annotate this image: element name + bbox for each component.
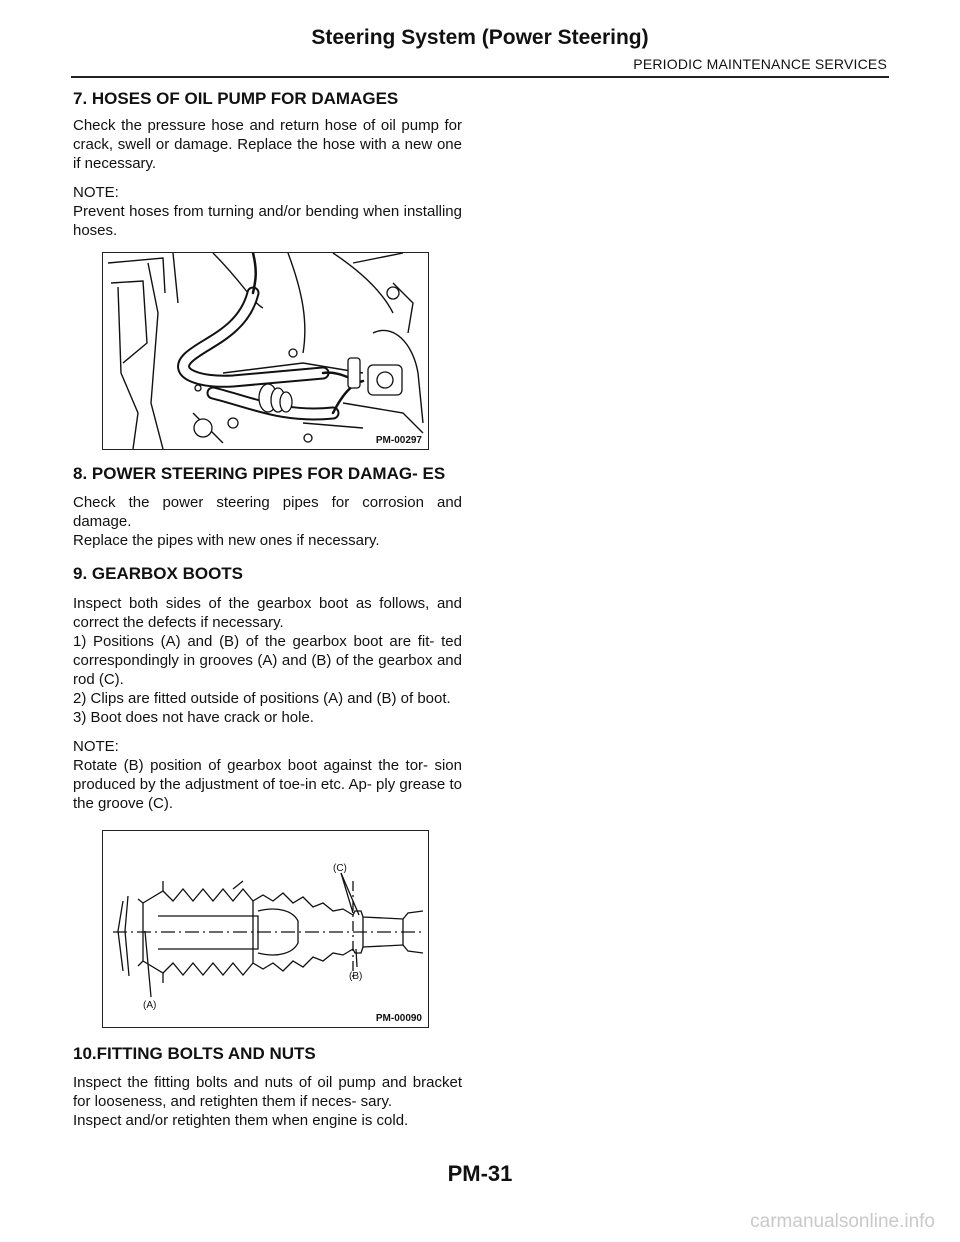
section-subtitle: PERIODIC MAINTENANCE SERVICES xyxy=(633,56,887,72)
figure-id-pm-00297: PM-00297 xyxy=(375,435,422,446)
pipes-body: Check the power steering pipes for corrosion and damage. xyxy=(73,494,462,530)
heading-hoses: 7. HOSES OF OIL PUMP FOR DAMAGES xyxy=(73,89,399,108)
boots-note-label: NOTE: xyxy=(73,738,119,755)
page-title: Steering System (Power Steering) xyxy=(311,26,649,49)
boots-note: Rotate (B) position of gearbox boot against the tor- sion produced by the adjustment of toe-in etc. Ap- ply grease to the groove (C). xyxy=(73,757,462,812)
hoses-note: Prevent hoses from turning and/or bending when installing hoses. xyxy=(73,203,462,239)
gearbox-boot-illustration xyxy=(103,831,428,1027)
label-c: (C) xyxy=(333,863,347,874)
oil-pump-hoses-illustration xyxy=(103,253,428,449)
hoses-body: Check the pressure hose and return hose of oil pump for crack, swell or damage. Replace the hose with a new one if necessary. xyxy=(73,117,462,172)
header-divider xyxy=(71,76,889,78)
figure-gearbox-boot xyxy=(102,830,429,1028)
watermark: carmanualsonline.info xyxy=(750,1211,935,1232)
hoses-note-label: NOTE: xyxy=(73,184,119,201)
label-b: (B) xyxy=(349,971,363,982)
bolts-body-2: Inspect and/or retighten them when engine is cold. xyxy=(73,1112,409,1129)
page-number: PM-31 xyxy=(447,1161,513,1186)
boots-item-1: 1) Positions (A) and (B) of the gearbox boot are fit- ted correspondingly in grooves (A) and (B) of the gearbox and rod (C). xyxy=(73,633,462,688)
content-column xyxy=(73,88,462,1130)
label-a: (A) xyxy=(143,1000,157,1011)
pipes-body-2: Replace the pipes with new ones if necessary. xyxy=(73,532,380,549)
figure-oil-pump-hoses xyxy=(102,252,429,450)
bolts-body: Inspect the fitting bolts and nuts of oil pump and bracket for looseness, and retighten them if neces- sary. xyxy=(73,1074,462,1110)
boots-item-2: 2) Clips are fitted outside of positions (A) and (B) of boot. xyxy=(73,690,451,707)
boots-item-3: 3) Boot does not have crack or hole. xyxy=(73,709,314,726)
heading-gearbox-boots: 9. GEARBOX BOOTS xyxy=(73,564,244,583)
boots-intro: Inspect both sides of the gearbox boot as follows, and correct the defects if necessary. xyxy=(73,595,462,631)
heading-fitting-bolts: 10.FITTING BOLTS AND NUTS xyxy=(73,1044,316,1063)
heading-pipes: 8. POWER STEERING PIPES FOR DAMAG- ES xyxy=(73,464,446,483)
figure-id-pm-00090: PM-00090 xyxy=(375,1013,422,1024)
